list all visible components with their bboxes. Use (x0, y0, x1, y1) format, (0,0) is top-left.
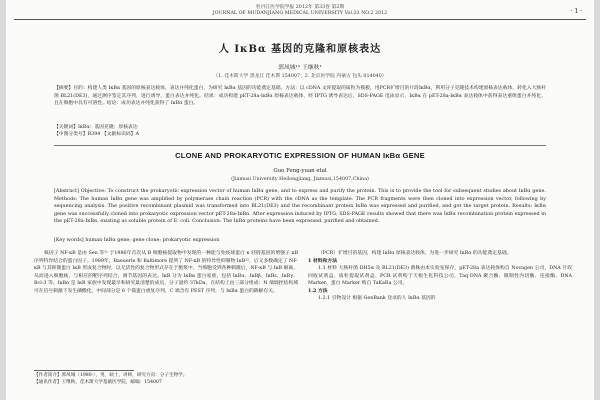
classification-chinese: 【中图分类号】R394 【文献标识码】A (54, 132, 139, 138)
journal-page (6, 0, 594, 400)
body-paragraph: 1.1 材料 大肠杆菌 DH5α 及 BL21(DE3) 菌株由本实验室保存，pET-28a 表达载体购自 Novagen 公司，DNA 片段回收试剂盒、质粒提取试剂盒、PCR 试剂购于天根生化科技公司，Taq DNA 聚合酶、限制性内切酶、连接酶、DNA Marker、蛋白 Marker 购自 TaKaRa 公司。 (308, 266, 572, 286)
header-rule (14, 19, 586, 20)
body-paragraph: 核因子 NF-κB 是由 Sen 等¹¹ 于1986年首次从 B 细胞核提取物中发现的一种能与免疫球蛋白 κ 轻链基因的增强子 κB 序列特异结合的蛋白因子。1989年，Baeuerle 和 Baltimore 提到了 NF-κB 的特异性抑制物 IκB¹²，后又多数确定了 NF-κB 与其抑制蛋白 IκB 形成复合物时，以无活性的复合物形式存在于胞浆中，当细胞受到各种刺激后，NF-κB 与 IκB 解离，从而进入细胞核，与相应的靶序列结合，调节基因的表达。IκB 分为 IκBα 蛋白家族，包括 IκBα、IκBβ、IκBε、IκBγ、Bcl-3 等。IκBα 是 IκB 家族中发现最早和研究最清楚的成员，分子量约 37kDa，在结构上由三部分组成：N 端调控结构域可在信号刺激下发生磷酸化，中间部分是 6 个锚蛋白重复序列，C 端含有 PEST 序列，与 IκBα 蛋白的降解有关。 (34, 251, 298, 294)
header-journal-cn: 牡丹江医学院学报 2012年 第33卷 第2期 (255, 5, 345, 10)
footnotes (34, 373, 566, 386)
title-chinese: 人 IκBα 基因的克隆和原核表达 (218, 44, 382, 55)
subsection-heading: 1.2 方法 (308, 287, 328, 294)
title-english: CLONE AND PROKARYOTIC EXPRESSION OF HUMAN IκBα GENE (175, 151, 425, 160)
body-column-right (308, 250, 572, 303)
running-header (6, 5, 594, 17)
section-heading: 1 材料和方法 (308, 257, 337, 264)
keywords-english: [Key words] human IκBα gene; gene clone; prokaryotic expression (54, 237, 220, 243)
affiliation-english: (Jiamusi University Heilongjiang, Jiamusi,154007,China) (231, 177, 369, 182)
affiliation-chinese: （1. 佳木斯大学 黑龙江 佳木斯 154007；2. 北京医学院 内蒙古 包头 014040） (213, 74, 387, 79)
body-paragraph: 1.2.1 引物设计 根据 GenBank 登录的人 IκBα 基因的 (318, 296, 436, 301)
footnote-rule (34, 370, 134, 371)
section-divider (54, 145, 546, 146)
abstract-chinese: 【摘要】目的：构建人类 IκBα 基因的原核表达载体，表达并纯化蛋白，为研究 IκBα 基因的功能奠定基础。方法：以 cDNA 文库提取的质粒为模板，用PCR扩增目的片段IκBα，利用分子克隆技术构建原核表达载体，转化入大肠杆菌 BL21(DE3)，通过测序鉴定其序列，进行诱导，蛋白表达并纯化。结果：成功构建 pET-28a-IκBα 原核表达载体，经 IPTG 诱导表达后，SDS-PAGE 电泳显示，IκBα 在 pET-28a-IκBα 表达载体中获得表达重组蛋白并纯化，且在细胞中具有可溶性。结论：成功表达并纯化获得了 IκBα 蛋白。 (54, 86, 546, 107)
abstract-english: [Abstract] Objective: To construct the prokaryotic expression vector of human IκBα gene, and to express and purify the protein. This is to provide the tool for subsequent studies about IκBα gene. Methods: The human IκBα gene was amplified by polymerase chain reaction (PCR) with the cDNA as the template. The PCR fragments were then cloned into expression vector, following by sequencing analysis. The positive recombinant plasmid was transformed into BL21(DE3) and the recombinant protein IκBα was expressed and purified, and got the target protein. Results: IκBα gene was successfully cloned into prokaryotic expression vector pET-28a-IκBα. After expression induced by IPTG, SDS-PAGE results showed that there was IκBα recombination protein expressed in the pET-28a-IκBα, existing as soluble protein of E. coli. Conclusion: The IκBα proteins have been expressed, purified and obtained. (54, 188, 546, 224)
footnote-author: 【作者简介】郭凤城（1980-），男，硕士，讲师，研究方向：分子生物学。 (34, 373, 188, 378)
authors-english: Guo Feng-yuan etal (273, 168, 327, 174)
body-column-left (34, 250, 298, 295)
keywords-chinese: 【关键词】IκBα；基因克隆；原核表达 (54, 125, 138, 130)
body-paragraph: （PCR）扩增目的基因，构建 IκBα 原核表达载体，为进一步研究 IκBα 的功能奠定基础。 (318, 251, 512, 256)
page-number: · 1 · (570, 8, 582, 15)
header-journal-en: JOURNAL OF MUDANJIANG MEDICAL UNIVERSITY Vol.33 NO.2 2012 (212, 11, 388, 16)
footnote-correspondence: 【通讯作者】王继秋，佳木斯大学基础医学院，邮编：154007 (34, 379, 162, 385)
authors-chinese: 郭凤城¹² 王继秋¹ (278, 65, 322, 71)
keywords-chinese-block (54, 124, 546, 138)
